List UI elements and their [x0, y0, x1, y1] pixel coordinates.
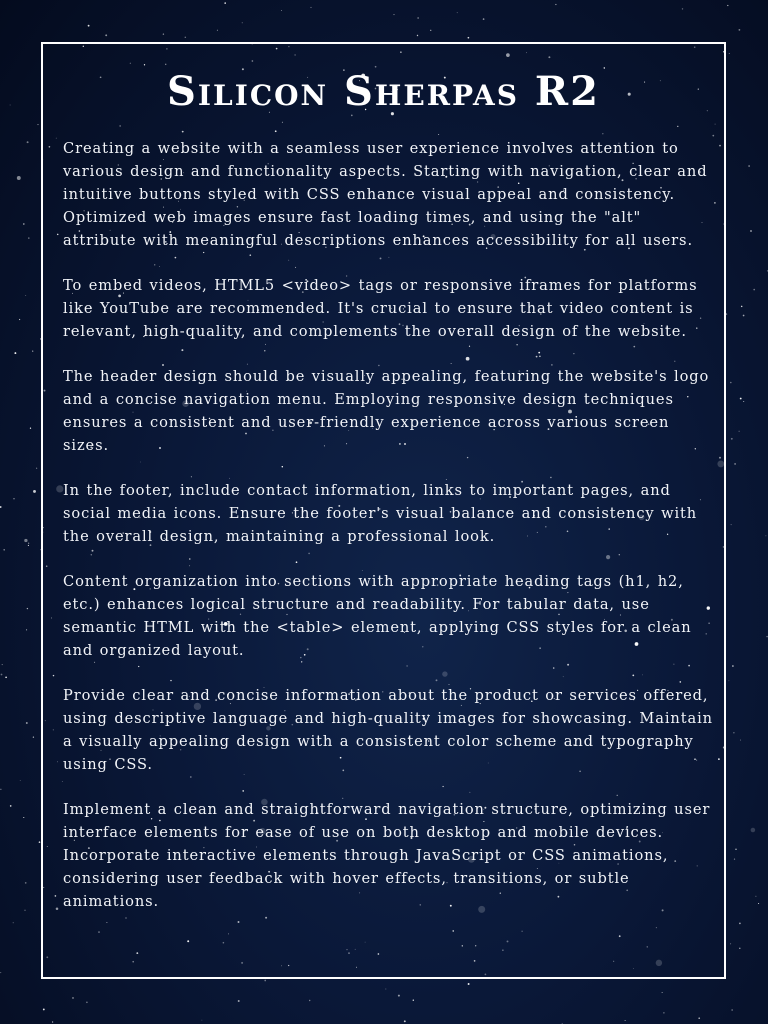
star — [0, 972, 1, 973]
star — [242, 22, 243, 23]
star — [185, 37, 186, 38]
star — [28, 543, 29, 544]
star — [555, 4, 556, 5]
star — [741, 306, 743, 308]
star — [748, 165, 750, 167]
star — [483, 18, 485, 20]
star — [729, 53, 730, 54]
star — [27, 141, 29, 143]
star — [24, 910, 25, 911]
star — [3, 549, 5, 551]
star — [457, 12, 458, 13]
star — [740, 740, 741, 741]
star — [33, 490, 36, 493]
star — [281, 10, 282, 11]
star — [730, 944, 731, 945]
star — [30, 428, 31, 429]
star — [729, 680, 730, 681]
star — [740, 398, 742, 400]
star — [24, 539, 27, 542]
star — [738, 29, 740, 31]
star — [732, 665, 734, 667]
star — [217, 30, 218, 31]
star — [105, 34, 107, 36]
star — [743, 401, 744, 402]
page-title: Silicon Sherpas R2 — [167, 68, 600, 115]
star — [739, 431, 740, 432]
star — [43, 1008, 45, 1010]
star — [202, 1020, 203, 1021]
star — [25, 295, 26, 296]
star — [731, 438, 733, 440]
star — [753, 289, 755, 291]
star — [309, 1000, 310, 1001]
star — [32, 351, 33, 352]
star — [743, 315, 745, 317]
star — [86, 1001, 88, 1003]
star-glow — [751, 828, 756, 833]
star — [33, 736, 34, 737]
star — [430, 30, 431, 31]
star — [36, 468, 37, 469]
star — [417, 17, 418, 18]
star — [1, 674, 3, 676]
star — [398, 995, 400, 997]
star — [468, 37, 470, 39]
star — [264, 980, 266, 982]
star — [5, 676, 7, 678]
star — [17, 176, 21, 180]
star — [731, 524, 732, 525]
star — [13, 498, 14, 499]
star — [20, 780, 21, 781]
star — [163, 33, 164, 34]
star — [385, 989, 386, 990]
star — [26, 629, 27, 630]
paragraph-product-info: Provide clear and concise information about the product or services offered, using descriptive language and high-quality images for showcasing. Maintain a visually appealing design with a consistent color scheme and typography using CSS. — [63, 687, 713, 773]
paragraph-content-organization: Content organization into sections with appropriate heading tags (h1, h2, etc.) enhances logical structure and readability. For tabular data, use semantic HTML with the <table> element, applying CSS styles for a clean and organized layout. — [63, 573, 692, 659]
paragraph-interactivity: Implement a clean and straightforward navigation structure, optimizing user interface elements for ease of use on both desktop and mobile devices. Incorporate interactive elements through JavaScript or CSS animations, considering user feedback with hover effects, transitions, or subtle animations. — [63, 801, 711, 910]
star — [739, 923, 741, 925]
star — [755, 896, 756, 897]
star — [27, 608, 28, 609]
star — [758, 903, 759, 904]
star — [732, 1009, 733, 1010]
star — [19, 319, 20, 320]
star — [733, 732, 734, 733]
star — [26, 722, 28, 724]
star — [0, 789, 1, 790]
star — [10, 105, 11, 106]
paragraph-videos: To embed videos, HTML5 <video> tags or responsive iframes for platforms like YouTube are recommended. It's crucial to ensure that video content is relevant, high-quality, and complements the overall design of the website. — [63, 277, 698, 340]
star — [23, 817, 24, 818]
star — [13, 922, 14, 923]
star — [730, 382, 732, 384]
star — [413, 1000, 414, 1001]
star — [682, 8, 683, 9]
star — [698, 1017, 700, 1019]
star — [238, 1000, 240, 1002]
star — [750, 230, 752, 232]
star — [2, 664, 3, 665]
star — [310, 7, 311, 8]
paragraph-header: The header design should be visually appealing, featuring the website's logo and a concise navigation menu. Employing responsive design techniques ensures a consistent and user-friendly experience across various screen sizes. — [63, 368, 710, 454]
star — [52, 1021, 53, 1022]
article-body — [63, 137, 715, 935]
paragraph-navigation-images: Creating a website with a seamless user experience involves attention to various design and functionality aspects. Starting with navigation, clear and intuitive buttons styled with CSS enhance visual appeal and consistency. Optimized web images ensure fast loading times, and using the "alt" attribute with meaningful descriptions enhances accessibility for all users. — [63, 140, 708, 249]
star — [765, 535, 766, 536]
star — [662, 992, 663, 993]
star — [88, 25, 90, 27]
star — [14, 352, 16, 354]
star — [404, 1020, 406, 1022]
star — [23, 223, 25, 225]
paragraph-footer: In the footer, include contact information, links to important pages, and social media icons. Ensure the footer's visual balance and consistency with the overall design, maintaining a professional look. — [63, 482, 698, 545]
star — [28, 237, 29, 238]
star — [224, 2, 226, 4]
star — [37, 124, 38, 125]
star — [727, 5, 728, 6]
star — [0, 506, 2, 508]
star — [735, 849, 737, 851]
star — [28, 545, 29, 546]
star — [468, 983, 470, 985]
star — [10, 805, 12, 807]
star — [663, 1012, 664, 1013]
star — [625, 1020, 626, 1021]
star — [739, 948, 740, 949]
star — [734, 859, 735, 860]
star — [25, 882, 27, 884]
star — [417, 35, 418, 36]
star — [734, 463, 736, 465]
star — [393, 14, 394, 15]
star — [72, 997, 73, 998]
